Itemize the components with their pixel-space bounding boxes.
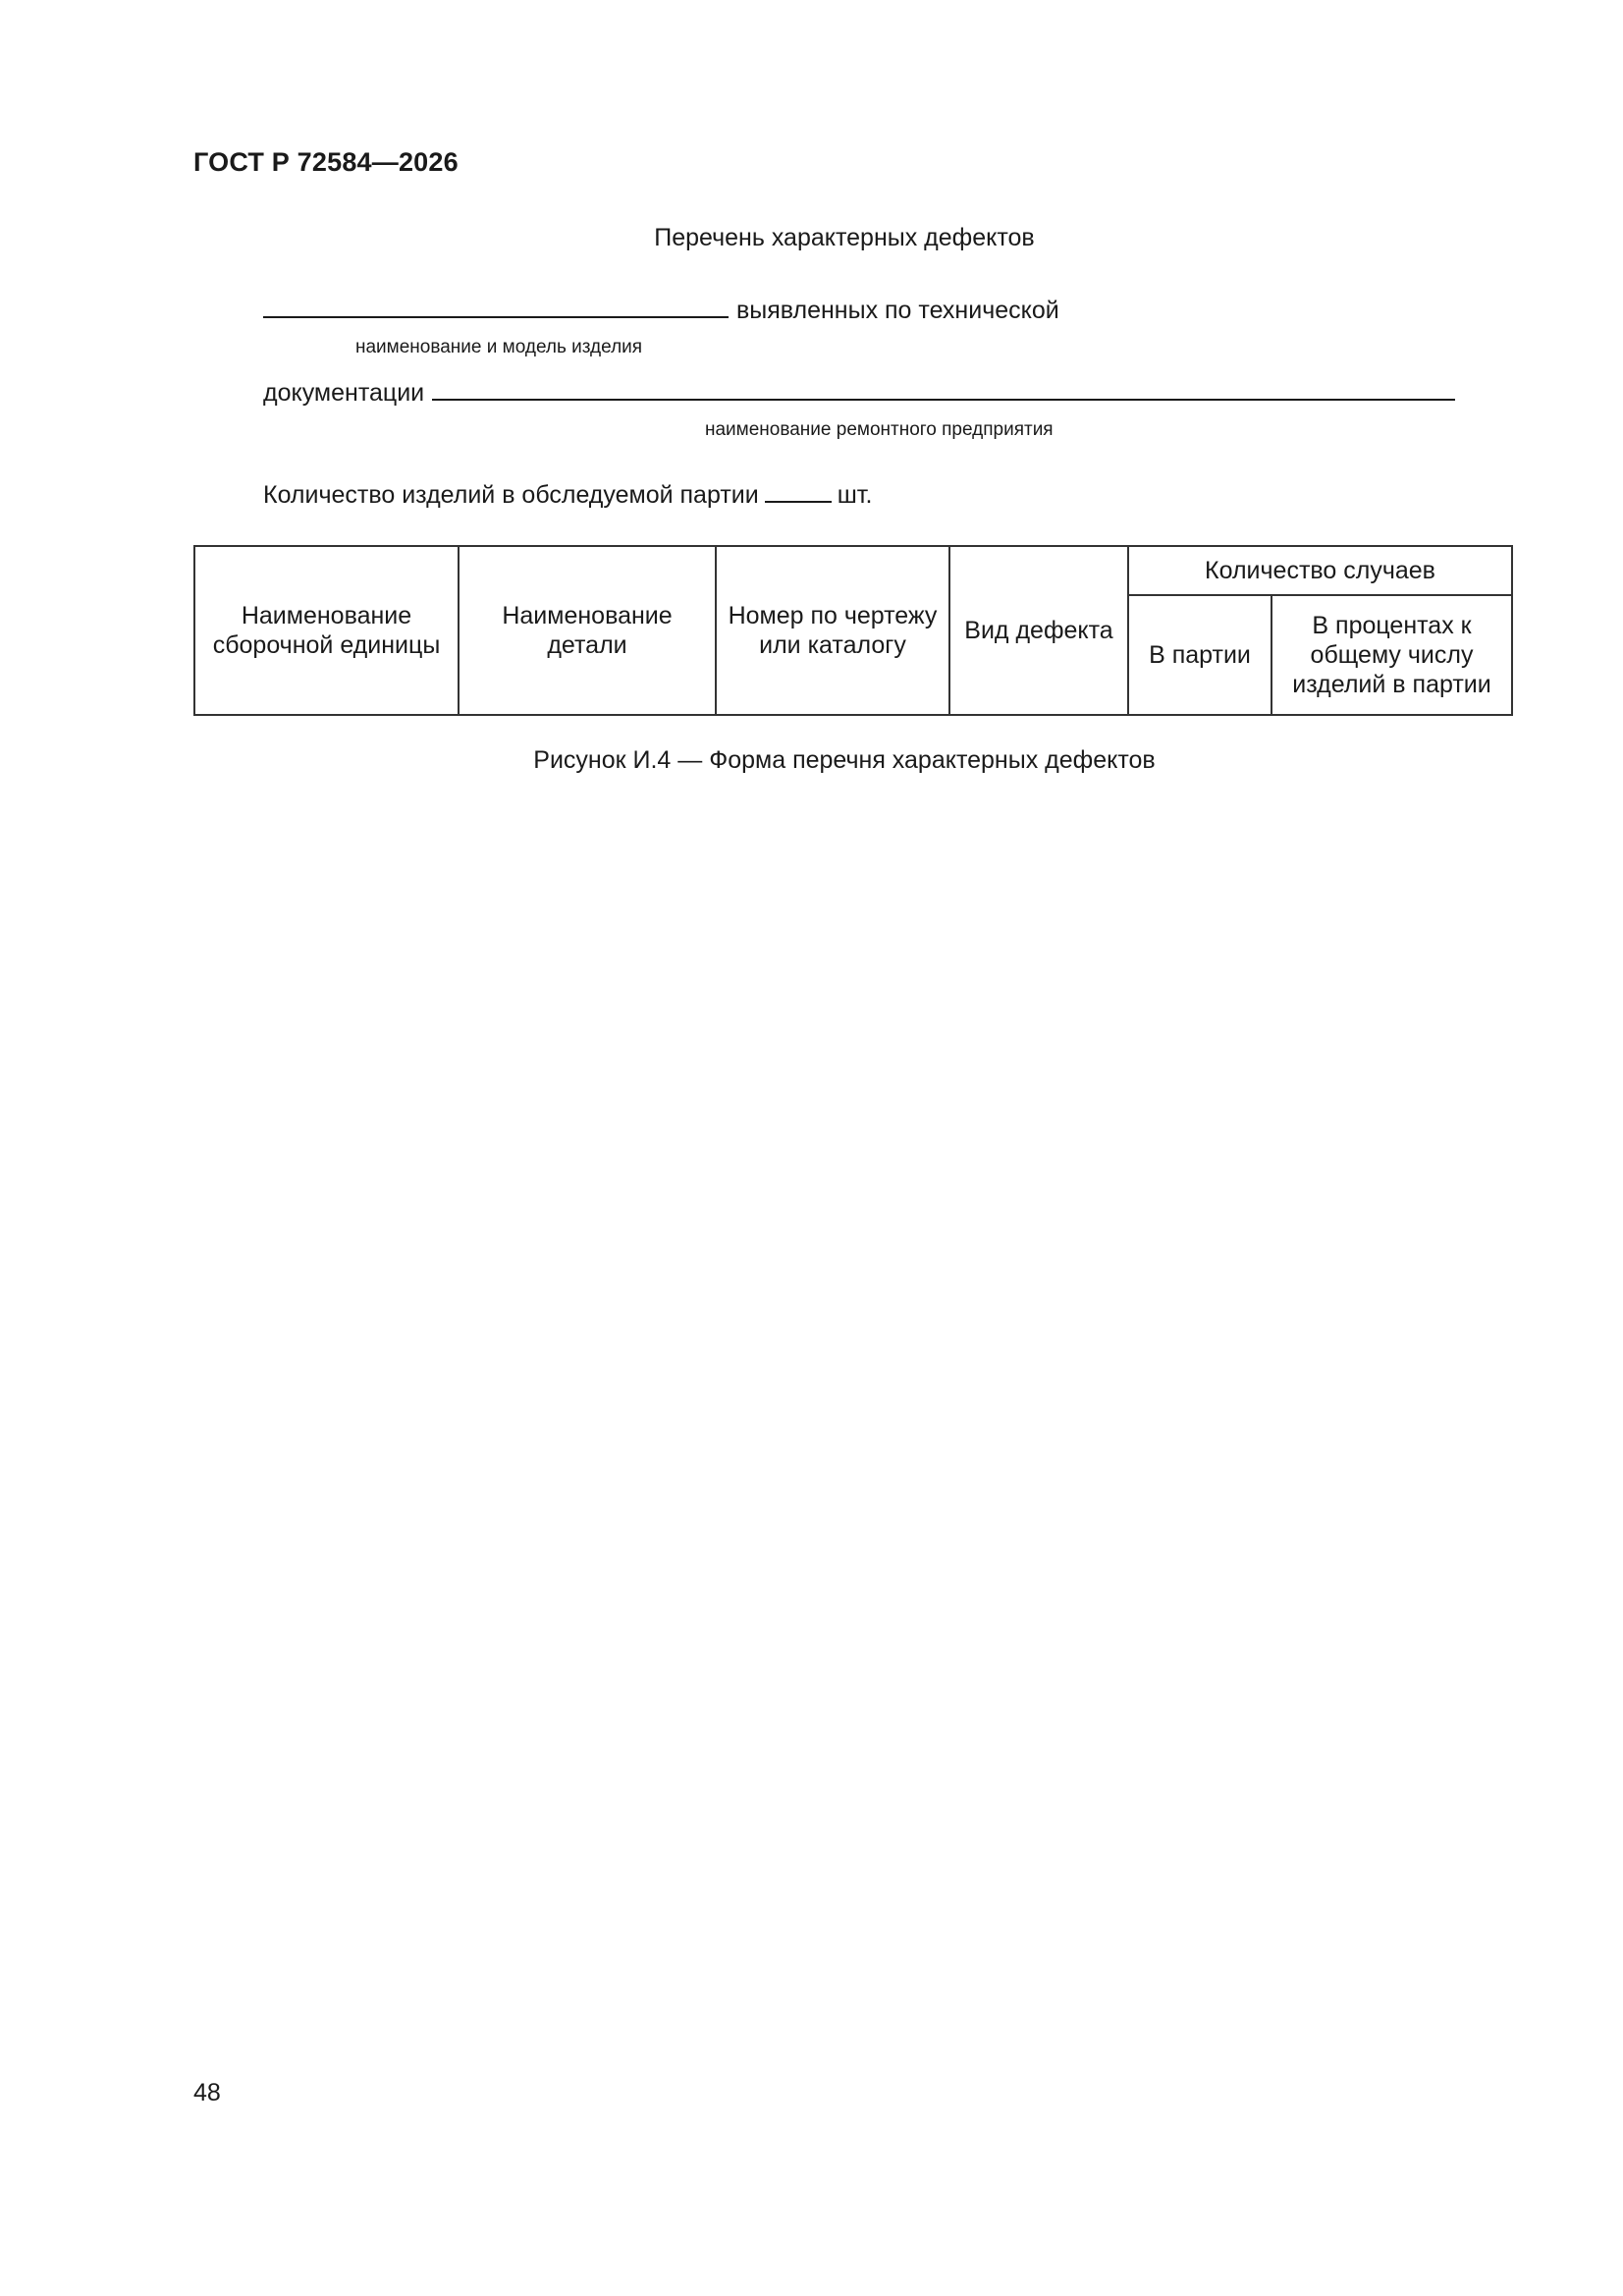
- quantity-suffix: шт.: [837, 481, 873, 509]
- enterprise-name-blank[interactable]: [432, 379, 1455, 401]
- col-assembly-unit: Наименование сборочной единицы: [194, 546, 459, 715]
- col-group-cases-count: Количество случаев: [1128, 546, 1512, 595]
- product-line: [263, 297, 1059, 325]
- line2-text: документации: [263, 379, 425, 407]
- documentation-line: [263, 379, 1455, 408]
- page-number: 48: [193, 2079, 221, 2106]
- figure-caption: Рисунок И.4 — Форма перечня характерных дефектов: [533, 746, 1156, 774]
- document-id: ГОСТ Р 72584—2026: [193, 147, 459, 177]
- line1-text: выявленных по технической: [736, 297, 1059, 324]
- col-in-batch: В партии: [1128, 595, 1271, 715]
- quantity-prefix: Количество изделий в обследуемой партии: [263, 481, 759, 509]
- product-name-blank[interactable]: [263, 297, 729, 318]
- table-header-row: [194, 546, 1512, 595]
- col-defect-type: Вид дефекта: [949, 546, 1128, 715]
- form-title: Перечень характерных дефектов: [654, 224, 1035, 251]
- enterprise-name-caption: наименование ремонтного предприятия: [705, 419, 1054, 440]
- col-part-name: Наименование детали: [459, 546, 716, 715]
- quantity-blank[interactable]: [765, 481, 832, 503]
- quantity-line: [263, 481, 872, 510]
- col-percent-of-batch: В процентах к общему числу изделий в партии: [1271, 595, 1512, 715]
- col-drawing-number: Номер по чертежу или каталогу: [716, 546, 949, 715]
- product-name-caption: наименование и модель изделия: [355, 337, 643, 357]
- defects-table: [193, 545, 1513, 716]
